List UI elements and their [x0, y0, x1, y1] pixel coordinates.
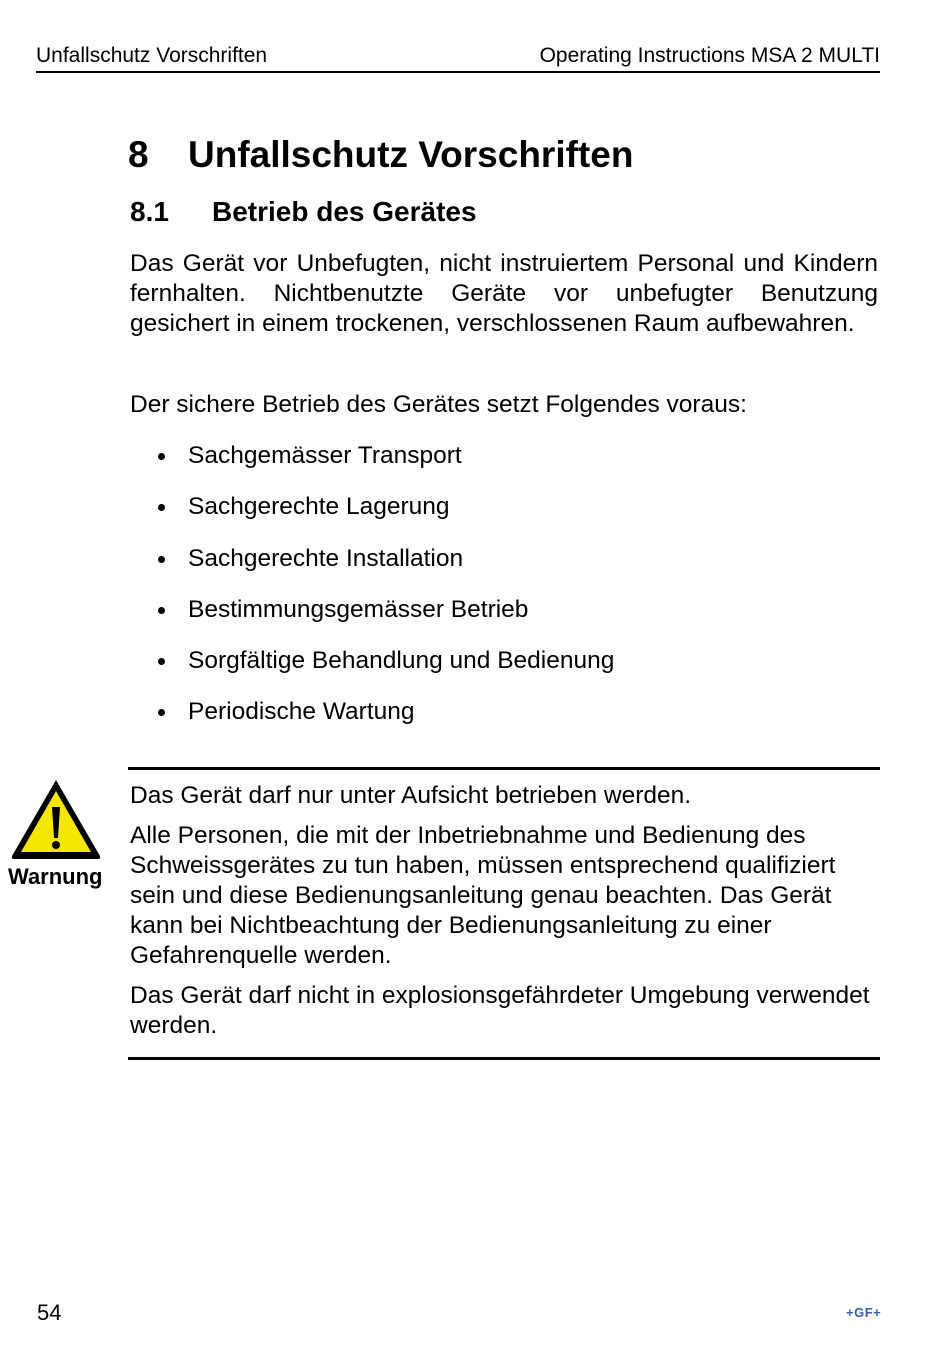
header-chapter-title: Unfallschutz Vorschriften	[36, 44, 268, 67]
bullet-icon	[158, 658, 165, 665]
warning-paragraph: Das Gerät darf nicht in explosionsgefährdeter Umgebung verwendet werden.	[130, 982, 870, 1039]
list-item-text: Periodische Wartung	[188, 698, 415, 726]
requirements-list	[130, 438, 614, 746]
warning-paragraph: Alle Personen, die mit der Inbetriebnahme und Bedienung des Schweissgerätes zu tun haben, müssen entsprechend qualifiziert sein und diese Bedienungsanleitung genau beachten. Das Gerät kann bei Nichtbeachtung der Bedienungsanleitung zu einer Gefahrenquelle werden.	[130, 822, 836, 969]
list-item-text: Bestimmungsgemässer Betrieb	[188, 595, 529, 623]
requirements-intro: Der sichere Betrieb des Gerätes setzt Folgendes voraus:	[130, 391, 747, 418]
section-number: 8.1	[130, 196, 169, 227]
list-item-text: Sorgfältige Behandlung und Bedienung	[188, 647, 615, 675]
page-number: 54	[37, 1300, 62, 1325]
list-item	[130, 592, 614, 643]
chapter-title: Unfallschutz Vorschriften	[188, 134, 634, 175]
running-header	[36, 42, 880, 73]
bullet-icon	[158, 556, 165, 563]
bullet-icon	[158, 453, 165, 460]
section-heading	[130, 196, 477, 228]
warning-bottom-divider	[128, 1057, 880, 1060]
list-item	[130, 643, 614, 694]
section-title: Betrieb des Gerätes	[212, 196, 477, 227]
list-item	[130, 694, 614, 745]
warning-top-divider	[128, 767, 880, 770]
chapter-heading	[128, 134, 633, 176]
list-item-text: Sachgerechte Lagerung	[188, 493, 450, 521]
bullet-icon	[158, 709, 165, 716]
header-document-title: Operating Instructions MSA 2 MULTI	[539, 44, 880, 67]
list-item	[130, 489, 614, 540]
warning-paragraph: Das Gerät darf nur unter Aufsicht betrieben werden.	[130, 782, 692, 809]
list-item-text: Sachgemässer Transport	[188, 442, 462, 469]
intro-paragraph: Das Gerät vor Unbefugten, nicht instruiertem Personal und Kindern fernhalten. Nichtbenutzte Geräte vor unbefugter Benutzung gesichert in einem trockenen, verschlossenen Raum aufbewahren.	[130, 250, 878, 337]
list-item	[130, 541, 614, 592]
bullet-icon	[158, 504, 165, 511]
list-item-text: Sachgerechte Installation	[188, 544, 464, 572]
gf-logo: +GF+	[846, 1305, 882, 1320]
list-item	[130, 438, 614, 489]
warning-triangle-icon	[8, 776, 104, 862]
bullet-icon	[158, 607, 165, 614]
warning-label: Warnung	[8, 864, 103, 889]
chapter-number: 8	[128, 134, 149, 175]
